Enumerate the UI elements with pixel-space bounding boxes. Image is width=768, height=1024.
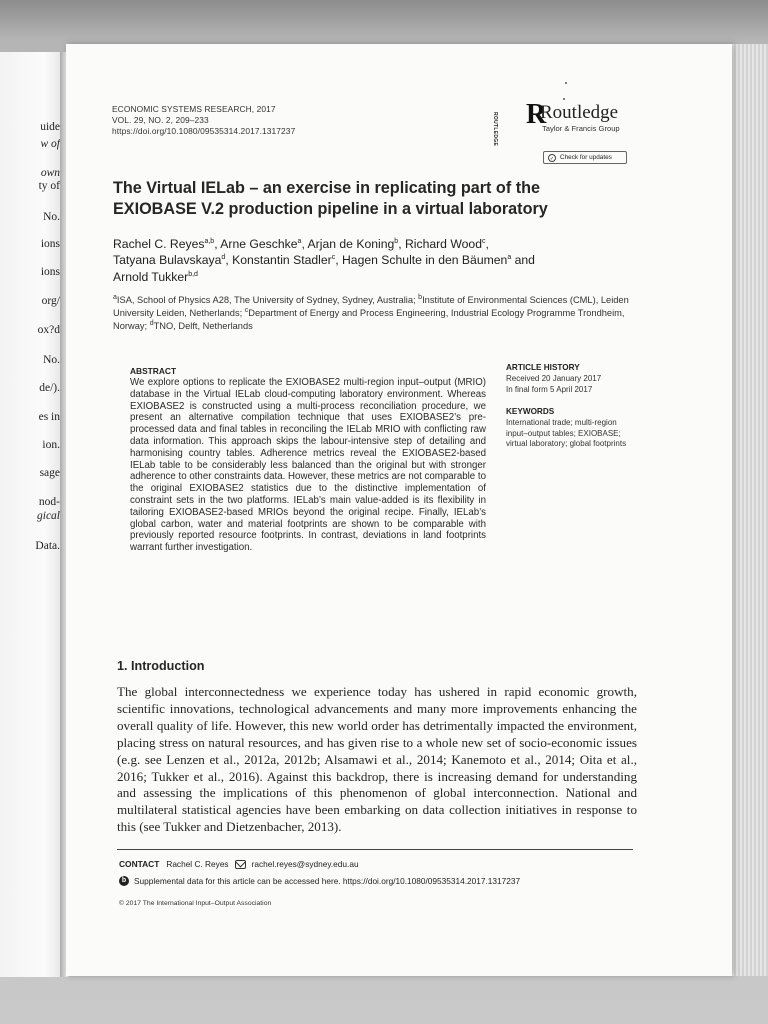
keywords-text: International trade; multi-region input–output tables; EXIOBASE; virtual laboratory; global footprints xyxy=(506,418,627,449)
crossmark-icon: ✓ xyxy=(549,155,555,162)
author-affiliation-mark: a xyxy=(507,254,512,262)
speck xyxy=(565,82,567,84)
left-page-fragment: de/). xyxy=(39,382,60,394)
contact-label: CONTACT xyxy=(119,859,160,869)
left-page-fragment: ions xyxy=(40,266,60,278)
affiliation-mark: c xyxy=(244,306,249,314)
author-separator: , xyxy=(485,237,489,251)
author-separator: , xyxy=(301,237,308,251)
author-affiliation-mark: c xyxy=(331,254,336,262)
left-page-fragment: ion. xyxy=(42,439,60,451)
author-affiliation-mark: c xyxy=(481,237,486,245)
author-separator: and xyxy=(511,253,535,268)
keywords-heading: KEYWORDS xyxy=(506,407,555,416)
left-page-fragment: org/ xyxy=(41,295,60,307)
author-affiliation-mark: a,b xyxy=(204,237,215,245)
left-page-fragment: ty of xyxy=(38,180,60,192)
author-name: Arnold Tukker xyxy=(113,269,189,284)
section-heading: 1. Introduction xyxy=(117,659,205,673)
author-name: Hagen Schulte in den Bäumen xyxy=(341,253,508,268)
page-edges xyxy=(732,44,768,976)
affiliation-mark: b xyxy=(418,293,423,301)
left-page-fragment: Data. xyxy=(35,540,60,552)
left-page-fragment: w of xyxy=(40,138,60,150)
supplemental-note xyxy=(119,876,520,886)
left-page-fragment: No. xyxy=(43,211,60,223)
facing-page xyxy=(0,52,64,977)
author-list xyxy=(113,236,613,285)
article-page xyxy=(66,44,732,976)
author-name: Arjan de Koning xyxy=(307,237,395,251)
author-affiliation-mark: b xyxy=(394,237,399,245)
left-page-fragment: No. xyxy=(43,354,60,366)
abstract-text: We explore options to replicate the EXIOBASE2 multi-region input–output (MRIO) database in the Virtual IELab cloud-computing laboratory environment. Whereas EXIOBASE2 is constructed using a multi-process reconciliation procedure, we present an alternative compilation technique that uses EXIOBASE2’s pre-processed data and final tables in reconciling the IELab MRIO with conflicting raw data information. This approach skips the labour-intensive step of detailing and harmonising country tables. Adherence metrics reveal the EXIOBASE2-based IELab table to be considerably less balanced than the original but with stronger adherence to other constraints data. However, these metrics are not comparable to the original EXIOBASE2 statistics due to the distinctive implementation of constraint sets in the two platforms. IELab’s main value-added is its flexibility in tailoring EXIOBASE2-based MRIOs beyond the original recipe. Finally, IELab’s global carbon, water and material footprints are shown to be comparable with previously reported resource footprints. In contrast, deviations in land footprints warrant further investigation. xyxy=(130,377,486,554)
check-for-updates-button[interactable] xyxy=(543,151,627,164)
abstract-heading: ABSTRACT xyxy=(130,366,177,376)
check-updates-label: Check for updates xyxy=(560,154,612,161)
affiliation-text: TNO, Delft, Netherlands xyxy=(153,321,253,331)
author-separator: , xyxy=(214,237,221,251)
journal-name: ECONOMIC SYSTEMS RESEARCH, 2017 xyxy=(112,104,276,114)
author-separator: , xyxy=(398,237,405,251)
publisher-name: Routledge xyxy=(540,102,619,123)
contact-email[interactable]: rachel.reyes@sydney.edu.au xyxy=(251,859,359,869)
contact-info xyxy=(119,859,359,869)
envelope-icon xyxy=(235,860,246,869)
article-doi[interactable]: https://doi.org/10.1080/09535314.2017.1317237 xyxy=(112,126,296,136)
supplemental-text[interactable]: Supplemental data for this article can be accessed here. https://doi.org/10.1080/09535314.2017.1317237 xyxy=(134,876,521,886)
author-affiliation-mark: b,d xyxy=(188,270,198,278)
affiliation-text: Department of Energy and Process Engineering, Industrial Ecology Programme Trondheim, Norway; xyxy=(113,308,625,331)
left-page-fragment: ions xyxy=(40,238,60,250)
author-name: Rachel C. Reyes xyxy=(113,237,205,251)
author-separator: , xyxy=(335,253,342,268)
left-page-fragment: uide xyxy=(40,121,60,133)
author-name: Tatyana Bulavskaya xyxy=(113,253,222,268)
publisher-vertical-text: ROUTLEDGE xyxy=(492,112,498,147)
affiliation-mark: d xyxy=(149,319,154,327)
supplemental-data-icon: b xyxy=(119,876,129,886)
author-name: Konstantin Stadler xyxy=(232,253,332,268)
journal-volume: VOL. 29, NO. 2, 209–233 xyxy=(112,115,209,125)
routledge-logo-icon: R xyxy=(526,99,547,130)
left-page-fragment: gical xyxy=(37,510,60,522)
author-name: Richard Wood xyxy=(404,237,482,251)
affiliation-text: Institute of Environmental Sciences (CML), Leiden University Leiden, Netherlands; xyxy=(113,295,629,318)
author-separator: , xyxy=(225,253,233,268)
article-history xyxy=(506,374,646,395)
speck xyxy=(563,98,565,100)
affiliation-mark: a xyxy=(113,293,117,301)
author-name: Arne Geschke xyxy=(220,237,298,251)
footer-divider xyxy=(117,849,633,850)
affiliations xyxy=(113,294,633,333)
article-title: The Virtual IELab – an exercise in replicating part of the EXIOBASE V.2 production pipeline in a virtual laboratory xyxy=(113,179,548,218)
left-page-fragment: sage xyxy=(39,467,60,479)
contact-name: Rachel C. Reyes xyxy=(166,859,229,869)
left-page-fragment: ox?d xyxy=(37,324,60,336)
affiliation-text: ISA, School of Physics A28, The University of Sydney, Sydney, Australia; xyxy=(116,295,419,305)
final-form-date: In final form 5 April 2017 xyxy=(506,384,593,394)
left-page-fragment: nod- xyxy=(38,496,60,508)
author-affiliation-mark: a xyxy=(297,237,302,245)
left-page-fragment: own xyxy=(40,167,60,179)
left-page-fragment: es in xyxy=(38,411,60,423)
author-affiliation-mark: d xyxy=(221,254,226,262)
publisher-subtitle: Taylor & Francis Group xyxy=(542,124,620,133)
received-date: Received 20 January 2017 xyxy=(506,374,602,383)
introduction-text: The global interconnectedness we experience today has ushered in rapid economic growth, scientific innovations, technological advancements and many more improvements enhancing the overall quality of life. However, this new world order has detrimentally impacted the environment, placing stress on natural resources, and has given rise to a whole new set of socio-economic issues (e.g. see Lenzen et al., 2012a, 2012b; Alsamawi et al., 2014; Kanemoto et al., 2014; Oita et al., 2016; Tukker et al., 2016). Against this backdrop, there is increasing demand for understanding and assessing the implications of this phenomenon of global interconnection. National and multilateral statistical agencies have been embarking on data collection initiatives in response to this (see Tukker and Dietzenbacher, 2013). xyxy=(117,684,637,835)
article-history-heading: ARTICLE HISTORY xyxy=(506,363,580,372)
copyright: © 2017 The International Input–Output Association xyxy=(119,900,272,907)
